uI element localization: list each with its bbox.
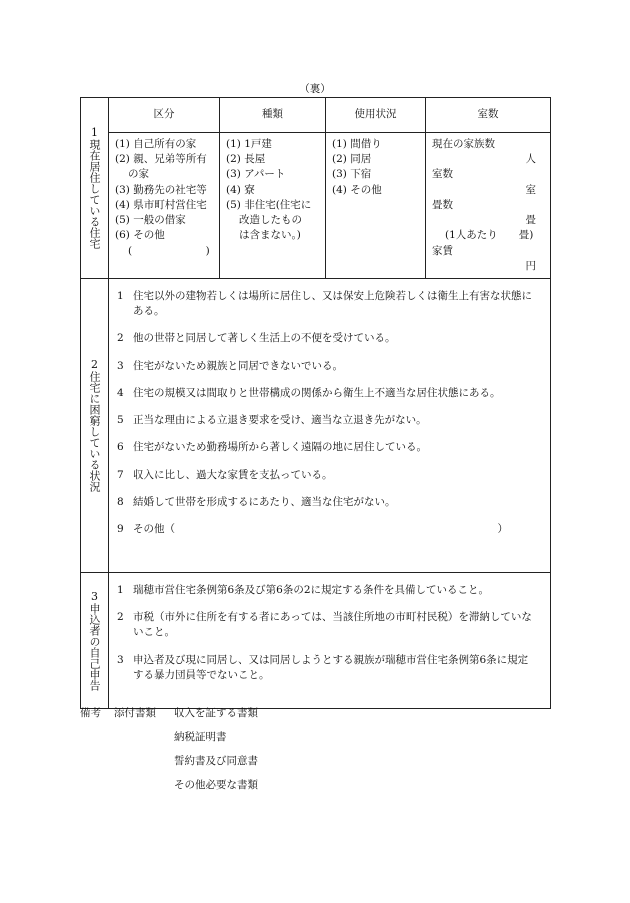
kubun-option-cont: の家 [128,168,149,181]
page-side-label: （裏） [299,83,331,95]
family-count-unit: 人 [525,153,536,166]
kubun-option: (6) その他 [115,229,165,242]
kubun-option: (1) 自己所有の家 [115,138,197,150]
tatami-unit: 畳 [525,214,536,227]
section2-content [109,278,551,572]
shurui-option: (2) 長屋 [226,153,266,166]
shitsu-fields [426,133,551,279]
shurui-option: (4) 寮 [226,183,255,196]
header-shurui: 種類 [220,98,326,133]
section3-label [81,572,109,708]
family-count-label: 現在の家族数 [432,138,495,150]
other-close: ） [497,522,508,535]
section3-number: 3 [91,589,98,603]
section3-title: 申込者の自己申告 [88,602,101,691]
shiyou-options [326,133,426,279]
hardship-item: 1 住宅以外の建物若しくは場所に居住し、又は保安上危険若しくは衛生上有害な状態にある。 [117,289,532,318]
hardship-item: 3 住宅がないため親族と同居できないでいる。 [117,359,343,372]
attachment-doc: 収入を証する書類 [174,707,258,719]
header-shiyou: 使用状況 [326,98,426,133]
attachment-doc: 誓約書及び同意書 [174,755,258,767]
hardship-item: 8 結婚して世帯を形成するにあたり、適当な住宅がない。 [117,495,396,508]
header-kubun: 区分 [109,98,220,133]
section1-title: 現在居住している住宅 [88,139,101,250]
rent-label: 家賃 [432,244,453,257]
section2-title: 住宅に困窮している状況 [88,371,101,493]
section1-number: 1 [91,126,98,140]
attachment-doc: その他必要な書類 [174,779,258,791]
section2-number: 2 [91,358,98,372]
section1-body-row [81,133,551,279]
shurui-option-cont: は含まない。) [239,229,301,242]
attachment-doc: 納税証明書 [174,731,227,743]
hardship-item: 7 収入に比し、過大な家賃を支払っている。 [117,468,333,481]
shurui-option: (1) 1戸建 [226,138,272,150]
header-shitsu: 室数 [426,98,551,133]
kubun-option: (4) 県市町村営住宅 [115,198,207,211]
section3-content [109,572,551,708]
rooms-unit: 室 [525,183,536,196]
shurui-option: (3) アパート [226,168,286,181]
shurui-option-cont: 改造したもの [239,214,302,227]
declaration-item: 3 申込者及び現に同居し、又は同居しようとする親族が瑞穂市営住宅条例第6条に規定する暴力団員等でないこと。 [117,653,529,681]
per-person-tatami: (1人あたり 畳) [445,229,534,242]
rooms-label: 室数 [432,168,453,181]
hardship-item: 5 正当な理由による立退き要求を受け、適当な立退き先がない。 [117,414,427,427]
section1-label [81,98,109,279]
other-open: その他（ [133,522,175,535]
kubun-other-blank: ( ) [128,244,210,257]
tatami-label: 畳数 [432,198,453,211]
hardship-item: 4 住宅の規模又は間取りと世帯構成の関係から衛生上不適当な居住状態にある。 [117,386,501,399]
shiyou-option: (3) 下宿 [332,168,372,181]
kubun-options [109,133,220,279]
kubun-option: (5) 一般の借家 [115,214,186,227]
rent-unit: 円 [525,259,536,272]
remarks-label: 備考 [80,707,101,719]
hardship-other-item: 9 その他（ ） [117,522,538,537]
kubun-option: (3) 勤務先の社宅等 [115,183,207,196]
shurui-options [220,133,326,279]
shiyou-option: (1) 間借り [332,138,382,150]
attachments-label: 添付書類 [114,707,156,719]
declaration-item: 2 市税（市外に住所を有する者にあっては、当該住所地の市町村民税）を滞納していないこと。 [117,611,532,639]
shiyou-option: (2) 同居 [332,153,372,166]
hardship-item: 6 住宅がないため勤務場所から著しく遠隔の地に居住している。 [117,441,427,454]
shiyou-option: (4) その他 [332,183,382,196]
section2-label [81,278,109,572]
section3-row [81,572,551,708]
application-form-table [80,97,551,709]
shurui-option: (5) 非住宅(住宅に [226,198,312,211]
section2-row [81,278,551,572]
declaration-item: 1 瑞穂市営住宅条例第6条及び第6条の2に規定する条件を具備していること。 [117,583,490,596]
kubun-option: (2) 親、兄弟等所有 [115,153,207,166]
hardship-item: 2 他の世帯と同居して著しく生活上の不便を受けている。 [117,332,396,345]
other-blank [175,522,498,537]
section1-header-row [81,98,551,133]
